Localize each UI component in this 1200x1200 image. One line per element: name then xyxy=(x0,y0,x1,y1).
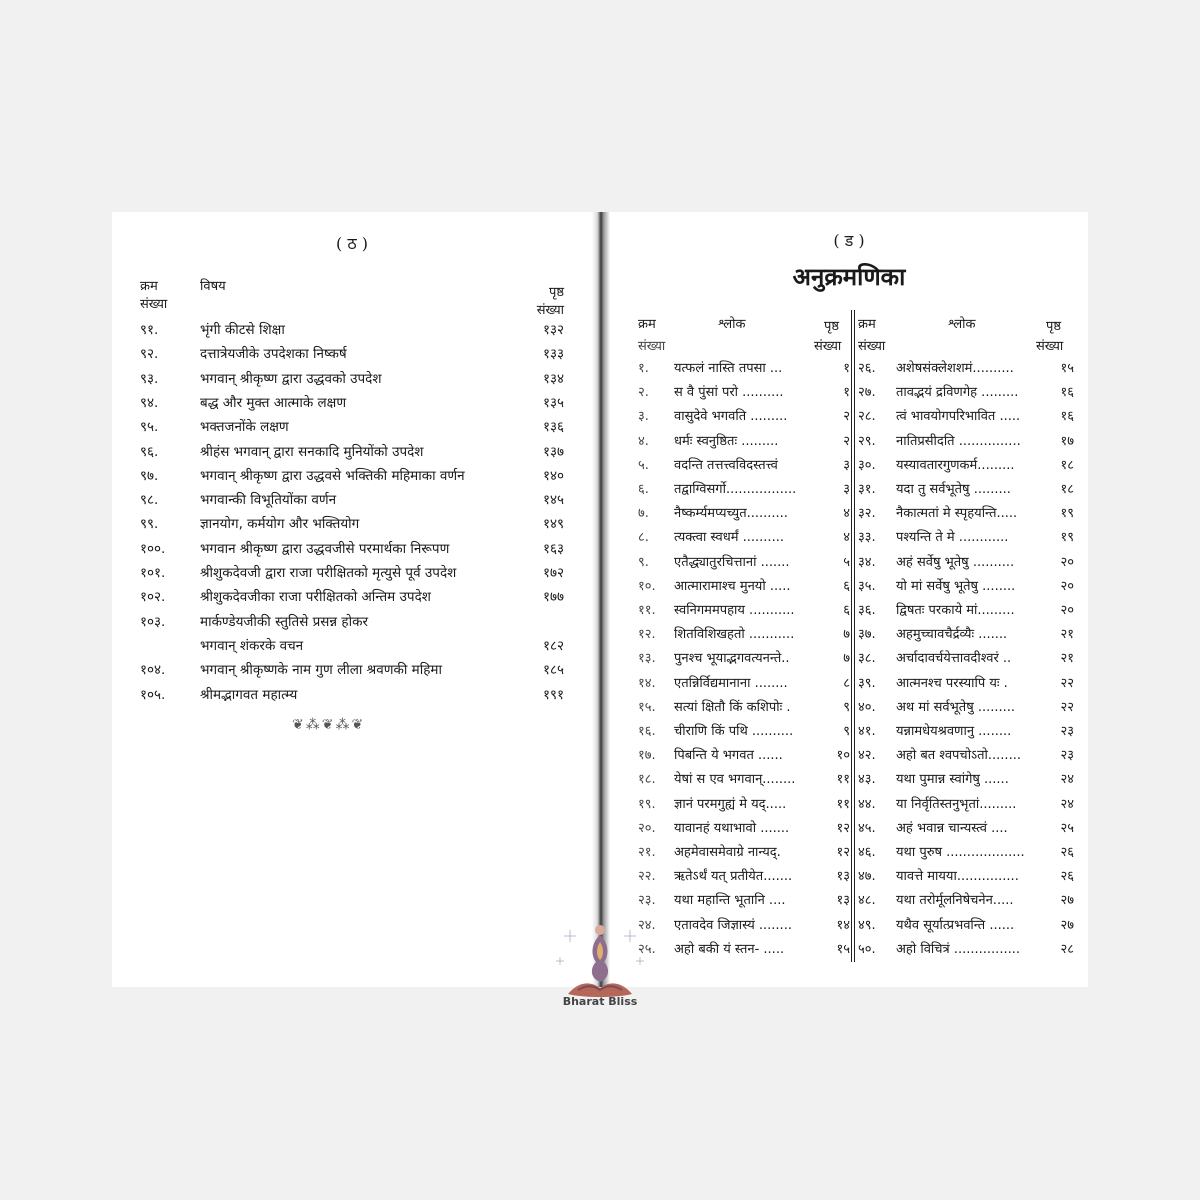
index-row xyxy=(610,358,1088,382)
index-page: २१ xyxy=(1060,627,1074,643)
index-number: ३५. xyxy=(858,578,876,594)
index-page: १६ xyxy=(1060,385,1074,401)
index-page: १२ xyxy=(836,820,850,836)
index-number: ३१. xyxy=(858,482,876,497)
toc-subject: भगवान् श्रीकृष्णके नाम गुण लीला श्रवणकी महिमा xyxy=(200,662,442,679)
toc-number: ९१. xyxy=(140,322,159,338)
index-shloka: ऋतेऽर्थं यत् प्रतीयेत....... xyxy=(674,869,793,885)
index-number: २४. xyxy=(638,917,656,933)
index-page: ११ xyxy=(836,772,850,788)
toc-page: १३५ xyxy=(542,394,564,411)
toc-subject: भगवान् श्रीकृष्ण द्वारा उद्धवको उपदेश xyxy=(200,370,382,387)
index-number: १२. xyxy=(638,627,656,643)
index-page: १८ xyxy=(1060,457,1074,473)
index-shloka: या निर्वृतिस्तनुभृतां......... xyxy=(896,796,1017,812)
header-num-2: संख्या xyxy=(140,297,168,312)
toc-subject: भक्तजनोंके लक्षण xyxy=(200,419,289,436)
toc-row xyxy=(112,514,592,536)
index-number: ८. xyxy=(638,530,649,546)
left-page xyxy=(112,212,592,987)
toc-page: १४० xyxy=(542,467,564,484)
index-page: १ xyxy=(843,385,850,401)
toc-row xyxy=(112,417,592,439)
index-page: २८ xyxy=(1060,941,1074,957)
index-shloka: एतावदेव जिज्ञास्यं ........ xyxy=(674,917,792,933)
index-shloka: तावद्भयं द्रविणगेह ......... xyxy=(896,385,1019,401)
index-page: २० xyxy=(1060,554,1074,570)
index-shloka: धर्मः स्वनुष्ठितः ......... xyxy=(674,433,779,449)
index-number: २६. xyxy=(858,361,876,376)
toc-page: १३३ xyxy=(542,346,564,363)
index-number: ३६. xyxy=(858,603,876,618)
index-shloka: अहमेवासमेवाग्रे नान्यद्. xyxy=(674,845,781,860)
ornament: ❦⁂❦⁂❦ xyxy=(292,717,366,733)
header-page-2: संख्या xyxy=(814,339,842,354)
index-page: १ xyxy=(843,361,850,376)
index-row xyxy=(610,600,1088,624)
toc-subject: भगवान् शंकरके वचन xyxy=(200,637,304,654)
index-shloka: नातिप्रसीदति ............... xyxy=(896,433,1021,449)
toc-subject: श्रीशुकदेवजी द्वारा राजा परीक्षितको मृत्युसे पूर्व उपदेश xyxy=(200,565,457,581)
toc-subject: श्रीशुकदेवजीका राजा परीक्षितको अन्तिम उपदेश xyxy=(200,589,431,606)
index-shloka: अर्चादावर्चयेत्तावदीश्वरं .. xyxy=(896,651,1012,667)
index-number: १३. xyxy=(638,651,656,667)
index-number: २१. xyxy=(638,845,656,860)
index-row xyxy=(610,794,1088,818)
index-page: २० xyxy=(1060,578,1074,594)
index-number: १४. xyxy=(638,675,656,691)
toc-row xyxy=(112,344,592,366)
index-number: २. xyxy=(638,385,649,401)
toc-page: १८२ xyxy=(542,637,564,654)
index-row xyxy=(610,648,1088,672)
index-shloka: पिबन्ति ये भगवत ...... xyxy=(674,748,783,764)
index-shloka: द्विषतः परकाये मां......... xyxy=(896,603,1015,618)
toc-page: १३४ xyxy=(542,370,564,387)
toc-row xyxy=(112,660,592,682)
toc-row xyxy=(112,369,592,391)
toc-row xyxy=(112,393,592,415)
index-number: ५०. xyxy=(858,941,876,957)
index-page: १२ xyxy=(836,845,850,860)
index-shloka: यावत्ते मायया............... xyxy=(896,869,1019,885)
index-row xyxy=(610,769,1088,793)
index-page: १४ xyxy=(836,917,850,933)
index-shloka: अहं भवान्न चान्यस्त्वं .... xyxy=(896,820,1008,836)
index-page: २२ xyxy=(1060,675,1074,691)
toc-page: १३२ xyxy=(542,322,564,338)
header-subject: विषय xyxy=(200,279,226,294)
index-shloka: आत्मनश्च परस्यापि यः . xyxy=(896,675,1008,691)
book-gutter xyxy=(592,212,610,987)
index-page: ५ xyxy=(843,554,850,570)
index-shloka: यावानहं यथाभावो ....... xyxy=(674,820,790,836)
index-page: १० xyxy=(836,748,850,764)
index-number: ३३. xyxy=(858,530,876,546)
toc-row xyxy=(112,442,592,464)
toc-number: १०१. xyxy=(140,565,166,581)
index-row xyxy=(610,673,1088,697)
index-page: १९ xyxy=(1060,506,1074,522)
index-number: ४०. xyxy=(858,699,876,715)
toc-number: ९६. xyxy=(140,443,159,460)
toc-row xyxy=(112,563,592,585)
index-page: २७ xyxy=(1060,893,1074,909)
index-row xyxy=(610,431,1088,455)
header-shloka-col2: श्लोक xyxy=(948,317,976,332)
header-num-2-col2: संख्या xyxy=(858,339,886,354)
index-shloka: अथ मां सर्वभूतेषु ......... xyxy=(896,699,1016,715)
index-number: ४. xyxy=(638,433,649,449)
index-shloka: यथा पुरुष ................... xyxy=(896,845,1025,860)
toc-page: १८५ xyxy=(542,662,564,679)
index-number: २९. xyxy=(858,433,876,449)
index-shloka: अहो बत श्वपचोऽतो........ xyxy=(896,748,1021,764)
index-number: ४५. xyxy=(858,820,876,836)
index-page: २७ xyxy=(1060,917,1074,933)
index-number: ४६. xyxy=(858,845,876,860)
page-marker: ( ड ) xyxy=(833,231,865,250)
index-shloka: वदन्ति तत्तत्त्वविदस्तत्त्वं xyxy=(674,457,778,473)
index-shloka: शितविशिखहतो ........... xyxy=(674,627,795,643)
index-page: २ xyxy=(843,433,850,449)
index-row xyxy=(610,915,1088,939)
index-row xyxy=(610,479,1088,503)
toc-number: ९५. xyxy=(140,419,159,436)
toc-page: १६३ xyxy=(542,540,564,557)
toc-page: १३६ xyxy=(542,419,564,436)
index-page: ४ xyxy=(843,530,850,546)
header-num: क्रम xyxy=(638,317,656,332)
toc-number: ९८. xyxy=(140,492,159,509)
index-row xyxy=(610,697,1088,721)
index-page: ३ xyxy=(843,482,850,497)
index-page: २० xyxy=(1060,603,1074,618)
index-number: ४८. xyxy=(858,893,876,909)
header-page: पृष्ठ xyxy=(548,285,564,300)
toc-subject: ज्ञानयोग, कर्मयोग और भक्तियोग xyxy=(200,516,360,533)
index-shloka: पुनश्च भूयाद्भगवत्यनन्ते.. xyxy=(674,651,790,667)
index-shloka: अहो विचित्रं ................ xyxy=(896,941,1020,957)
watermark-text: Bharat Bliss xyxy=(562,995,638,1008)
index-row xyxy=(610,890,1088,914)
index-number: ३२. xyxy=(858,506,876,522)
index-number: ३७. xyxy=(858,627,876,643)
toc-row xyxy=(112,490,592,512)
index-number: ३४. xyxy=(858,554,876,570)
index-page: २२ xyxy=(1060,699,1074,715)
index-number: १०. xyxy=(638,578,656,594)
index-shloka: यो मां सर्वेषु भूतेषु ........ xyxy=(896,578,1016,594)
index-number: ४१. xyxy=(858,724,876,739)
index-number: ७. xyxy=(638,506,649,522)
toc-subject: भगवान श्रीकृष्ण द्वारा उद्धवजीसे परमार्थका निरूपण xyxy=(200,540,450,557)
right-page xyxy=(610,212,1088,987)
index-page: ६ xyxy=(843,603,850,618)
index-page: १३ xyxy=(836,893,850,909)
index-page: १८ xyxy=(1060,482,1074,497)
index-number: ३०. xyxy=(858,457,876,473)
index-shloka: यथैव सूर्यात्प्रभवन्ति ...... xyxy=(896,917,1015,933)
index-shloka: वासुदेवे भगवति ......... xyxy=(674,409,788,425)
index-page: ९ xyxy=(843,699,850,715)
toc-page: १७७ xyxy=(542,589,564,606)
index-row xyxy=(610,745,1088,769)
toc-number: ९४. xyxy=(140,394,159,411)
index-shloka: पश्यन्ति ते मे ............ xyxy=(896,530,1009,546)
index-row xyxy=(610,818,1088,842)
index-number: १६. xyxy=(638,724,656,739)
index-number: २७. xyxy=(858,385,876,401)
index-row xyxy=(610,406,1088,430)
index-shloka: तद्वाग्विसर्गो................. xyxy=(674,482,797,497)
toc-page: १४५ xyxy=(542,492,564,509)
toc-page: १९१ xyxy=(542,686,564,703)
index-page: २६ xyxy=(1060,869,1074,885)
toc-row xyxy=(112,685,592,707)
index-number: ४९. xyxy=(858,917,876,933)
index-row xyxy=(610,721,1088,745)
index-number: ४७. xyxy=(858,869,876,885)
index-page: ६ xyxy=(843,578,850,594)
index-number: २५. xyxy=(638,941,656,957)
index-shloka: यथा पुमान्न स्वांगेषु ...... xyxy=(896,772,1009,788)
index-number: १९. xyxy=(638,796,656,812)
index-shloka: अहं सर्वेषु भूतेषु .......... xyxy=(896,554,1015,570)
toc-subject: श्रीहंस भगवान् द्वारा सनकादि मुनियोंको उपदेश xyxy=(200,443,424,460)
index-number: ३८. xyxy=(858,651,876,667)
index-number: ५. xyxy=(638,457,649,473)
index-shloka: यथा महान्ति भूतानि .... xyxy=(674,893,786,909)
index-page: १६ xyxy=(1060,409,1074,425)
index-shloka: अहो बकी यं स्तन- ..... xyxy=(674,941,785,957)
index-shloka: स वै पुंसां परो .......... xyxy=(674,385,784,401)
index-page: १३ xyxy=(836,869,850,885)
index-shloka: अहमुच्चावचैर्द्रव्यैः ....... xyxy=(896,627,1008,643)
toc-number: १०२. xyxy=(140,589,166,606)
index-shloka: ज्ञानं परमगुह्यं मे यद्..... xyxy=(674,796,787,812)
toc-row xyxy=(112,466,592,488)
index-page: २ xyxy=(843,409,850,425)
index-shloka: नैष्कर्म्यमप्यच्युत.......... xyxy=(674,506,788,522)
header-page-2: संख्या xyxy=(536,303,564,318)
index-shloka: यत्फलं नास्ति तपसा ... xyxy=(674,361,783,376)
toc-number: ९७. xyxy=(140,467,159,484)
index-shloka: यस्यावतारगुणकर्म......... xyxy=(896,457,1015,473)
header-page-col2: पृष्ठ xyxy=(1046,319,1062,334)
index-shloka: नैकात्मतां मे स्पृहयन्ति..... xyxy=(896,506,1018,522)
index-number: १५. xyxy=(638,699,656,715)
toc-row xyxy=(112,587,592,609)
index-shloka: सत्यां क्षितौ किं कशिपोः . xyxy=(674,699,791,715)
index-page: २५ xyxy=(1060,820,1074,836)
index-page: २३ xyxy=(1060,724,1074,739)
index-shloka: एतन्निर्विद्यमानाना ........ xyxy=(674,675,788,691)
header-num: क्रम xyxy=(140,279,158,294)
index-shloka: यथा तरोर्मूलनिषेचनेन..... xyxy=(896,893,1014,909)
page-title: अनुक्रमणिका xyxy=(792,262,906,291)
index-page: ३ xyxy=(843,457,850,473)
index-page: २३ xyxy=(1060,748,1074,764)
toc-number: ९९. xyxy=(140,516,159,533)
index-shloka: स्वनिगममपहाय ........... xyxy=(674,603,795,618)
toc-subject: भगवान्की विभूतियोंका वर्णन xyxy=(200,492,337,509)
index-shloka: यदा तु सर्वभूतेषु ......... xyxy=(896,482,1011,497)
index-number: ११. xyxy=(638,603,656,618)
index-row xyxy=(610,552,1088,576)
toc-number: १०३. xyxy=(140,613,166,630)
index-number: १. xyxy=(638,361,649,376)
index-page: ९ xyxy=(843,724,850,739)
toc-row xyxy=(112,636,592,658)
index-number: २८. xyxy=(858,409,876,425)
book-spread xyxy=(112,212,1088,987)
index-page: १५ xyxy=(836,941,850,957)
toc-number: ९३. xyxy=(140,370,159,387)
index-row xyxy=(610,382,1088,406)
index-number: १८. xyxy=(638,772,656,788)
index-shloka: एतैद्ध्यातुरचित्तानां ....... xyxy=(674,554,790,570)
index-number: २२. xyxy=(638,869,656,885)
index-row xyxy=(610,624,1088,648)
index-shloka: यन्नामधेयश्रवणानु ........ xyxy=(896,724,1012,739)
toc-row xyxy=(112,320,592,342)
header-shloka: श्लोक xyxy=(718,317,746,332)
index-page: २४ xyxy=(1060,796,1074,812)
page-marker: ( ठ ) xyxy=(336,234,368,253)
toc-subject: दत्तात्रेयजीके उपदेशका निष्कर्ष xyxy=(200,346,347,363)
index-number: २०. xyxy=(638,820,656,836)
toc-subject: भृंगी कीटसे शिक्षा xyxy=(200,322,285,338)
index-number: ३. xyxy=(638,409,649,425)
header-num-2: संख्या xyxy=(638,339,666,354)
index-number: ४३. xyxy=(858,772,876,788)
index-shloka: त्यक्त्वा स्वधर्मं .......... xyxy=(674,530,784,546)
index-row xyxy=(610,866,1088,890)
toc-row xyxy=(112,539,592,561)
header-page: पृष्ठ xyxy=(824,319,840,334)
index-page: ७ xyxy=(843,651,850,667)
toc-number: १०४. xyxy=(140,662,166,679)
index-page: ८ xyxy=(843,675,850,691)
index-shloka: चीराणि किं पथि .......... xyxy=(674,724,794,739)
index-page: २१ xyxy=(1060,651,1074,667)
index-row xyxy=(610,455,1088,479)
toc-subject: मार्कण्डेयजीकी स्तुतिसे प्रसन्न होकर xyxy=(200,613,368,630)
index-number: ४२. xyxy=(858,748,876,764)
toc-number: १०५. xyxy=(140,686,166,703)
index-number: ९. xyxy=(638,554,649,570)
index-row xyxy=(610,842,1088,866)
index-row xyxy=(610,576,1088,600)
index-number: ३९. xyxy=(858,675,876,691)
toc-subject: श्रीमद्भागवत महात्म्य xyxy=(200,686,298,703)
toc-row xyxy=(112,612,592,634)
toc-number: ९२. xyxy=(140,346,159,363)
index-number: २३. xyxy=(638,893,656,909)
index-shloka: त्वं भावयोगपरिभावित ..... xyxy=(896,409,1021,425)
index-page: १७ xyxy=(1060,433,1074,449)
header-page-2-col2: संख्या xyxy=(1036,339,1064,354)
toc-page: १७२ xyxy=(542,565,564,581)
index-page: २६ xyxy=(1060,845,1074,860)
toc-subject: बद्ध और मुक्त आत्माके लक्षण xyxy=(200,394,347,411)
index-shloka: येषां स एव भगवान्........ xyxy=(674,772,796,788)
index-page: ७ xyxy=(843,627,850,643)
toc-number: १००. xyxy=(140,540,166,557)
toc-page: १४९ xyxy=(542,516,564,533)
index-shloka: अशेषसंक्लेशशमं.......... xyxy=(896,361,1014,376)
index-number: ६. xyxy=(638,482,649,497)
index-number: १७. xyxy=(638,748,656,764)
index-row xyxy=(610,939,1088,963)
header-num-col2: क्रम xyxy=(858,317,876,332)
index-page: २४ xyxy=(1060,772,1074,788)
index-page: ११ xyxy=(836,796,850,812)
index-shloka: आत्मारामाश्च मुनयो ..... xyxy=(674,578,791,594)
index-row xyxy=(610,503,1088,527)
toc-page: १३७ xyxy=(542,443,564,460)
toc-subject: भगवान् श्रीकृष्ण द्वारा उद्धवसे भक्तिकी महिमाका वर्णन xyxy=(200,467,465,484)
index-page: १५ xyxy=(1060,361,1074,376)
index-row xyxy=(610,527,1088,551)
index-page: ४ xyxy=(843,506,850,522)
index-page: १९ xyxy=(1060,530,1074,546)
index-number: ४४. xyxy=(858,796,876,812)
